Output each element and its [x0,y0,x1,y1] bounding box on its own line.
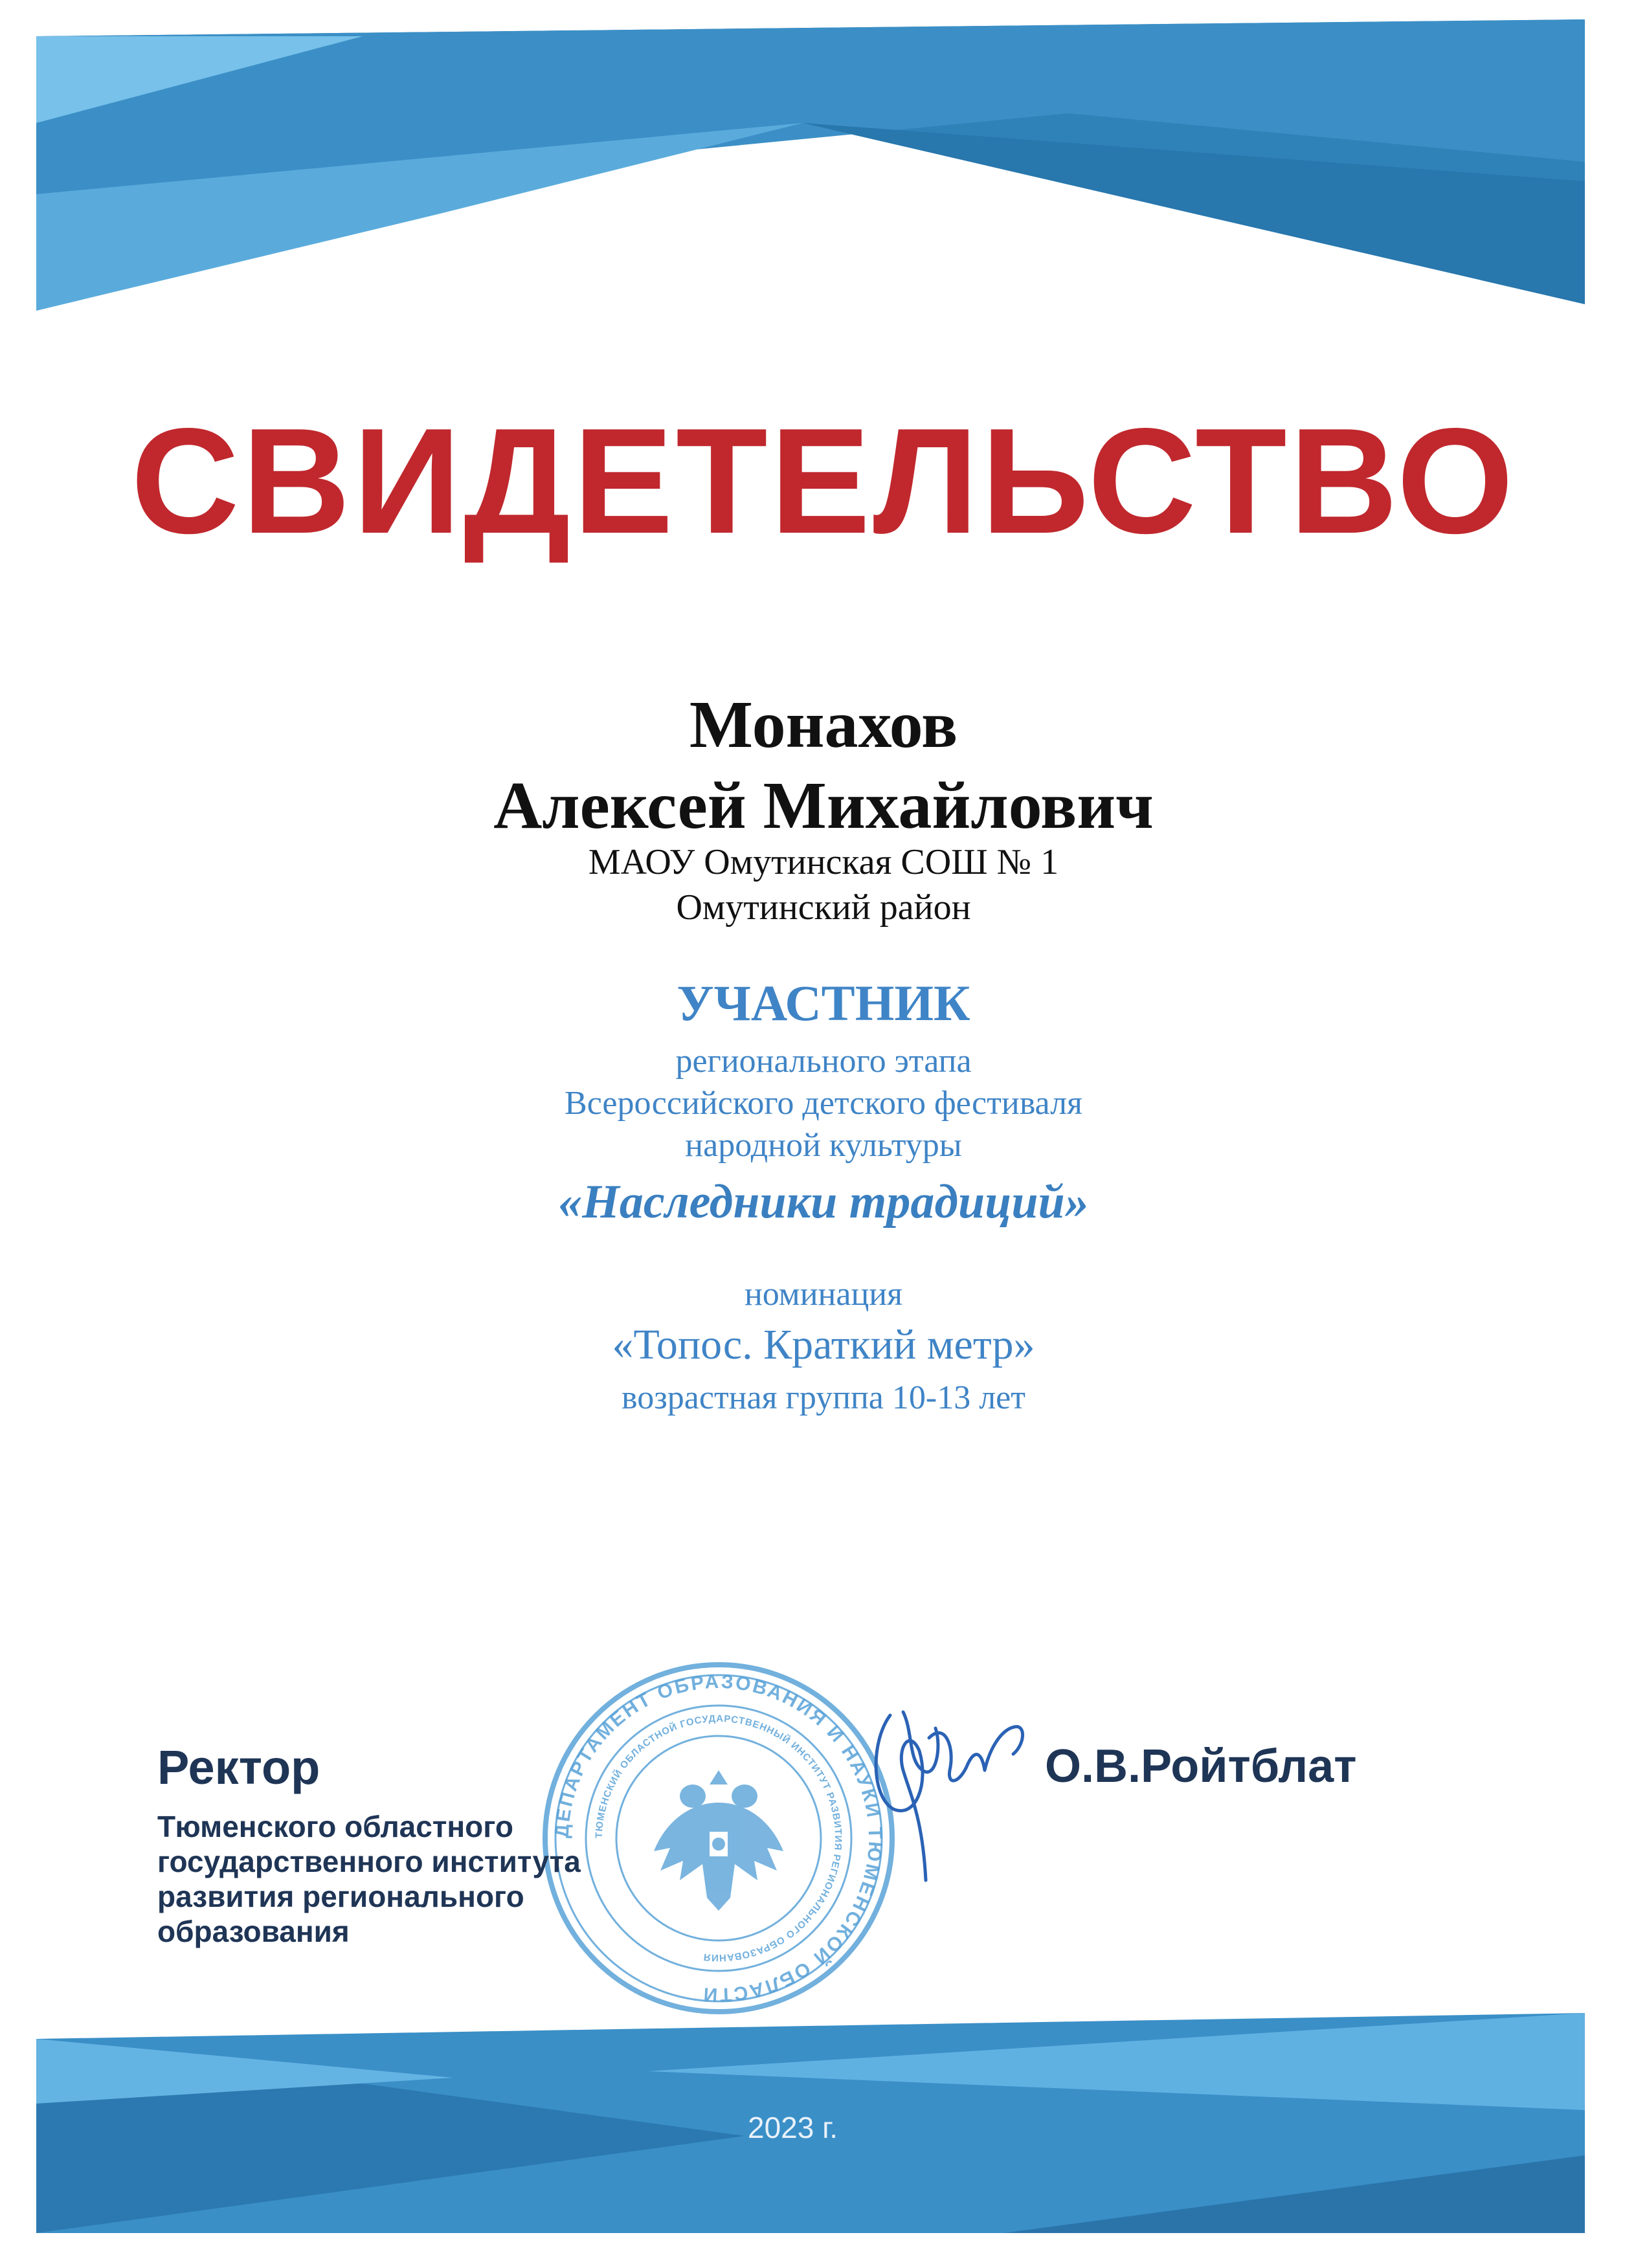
age-group: возрастная группа 10-13 лет [622,1379,1025,1416]
eagle-emblem-icon [654,1770,783,1911]
institution-line-1: Тюменского областного [157,1810,513,1843]
recipient-given-names: Алексей Михайлович [493,768,1154,843]
certificate-year: 2023 г. [748,2111,838,2144]
handwritten-signature [832,1657,1046,1890]
festival-name: «Наследники традиций» [558,1175,1089,1228]
recipient-district: Омутинский район [676,887,971,928]
award-line-3: народной культуры [685,1127,962,1164]
recipient-school: МАОУ Омутинская СОШ № 1 [588,842,1059,882]
recipient-surname: Монахов [689,687,958,762]
nomination-label: номинация [744,1276,903,1313]
svg-text:ДЕПАРТАМЕНТ ОБРАЗОВАНИЯ И НАУК: ДЕПАРТАМЕНТ ОБРАЗОВАНИЯ И НАУКИ ТЮМЕНСКОЙ ОБЛАСТИ [551,1671,886,2006]
certificate-title: СВИДЕТЕЛЬСТВО [131,397,1516,565]
award-line-1: регионального этапа [675,1043,972,1080]
award-line-2: Всероссийского детского фестиваля [565,1085,1082,1122]
signer-name: О.В.Ройтблат [1045,1740,1357,1792]
rector-position: Ректор [157,1740,320,1794]
award-status: УЧАСТНИК [677,975,970,1031]
institution-line-4: образования [157,1915,350,1948]
institution-line-2: государственного института [157,1845,581,1878]
nomination-title: «Топос. Краткий метр» [612,1321,1035,1368]
rector-block [157,1740,581,1949]
institution-line-3: развития регионального [157,1880,524,1913]
svg-text:ТЮМЕНСКИЙ ОБЛАСТНОЙ ГОСУДАРСТВ: ТЮМЕНСКИЙ ОБЛАСТНОЙ ГОСУДАРСТВЕННЫЙ ИНСТИТУТ РАЗВИТИЯ РЕГИОНАЛЬНОГО ОБРАЗОВАНИЯ [593,1713,844,1964]
